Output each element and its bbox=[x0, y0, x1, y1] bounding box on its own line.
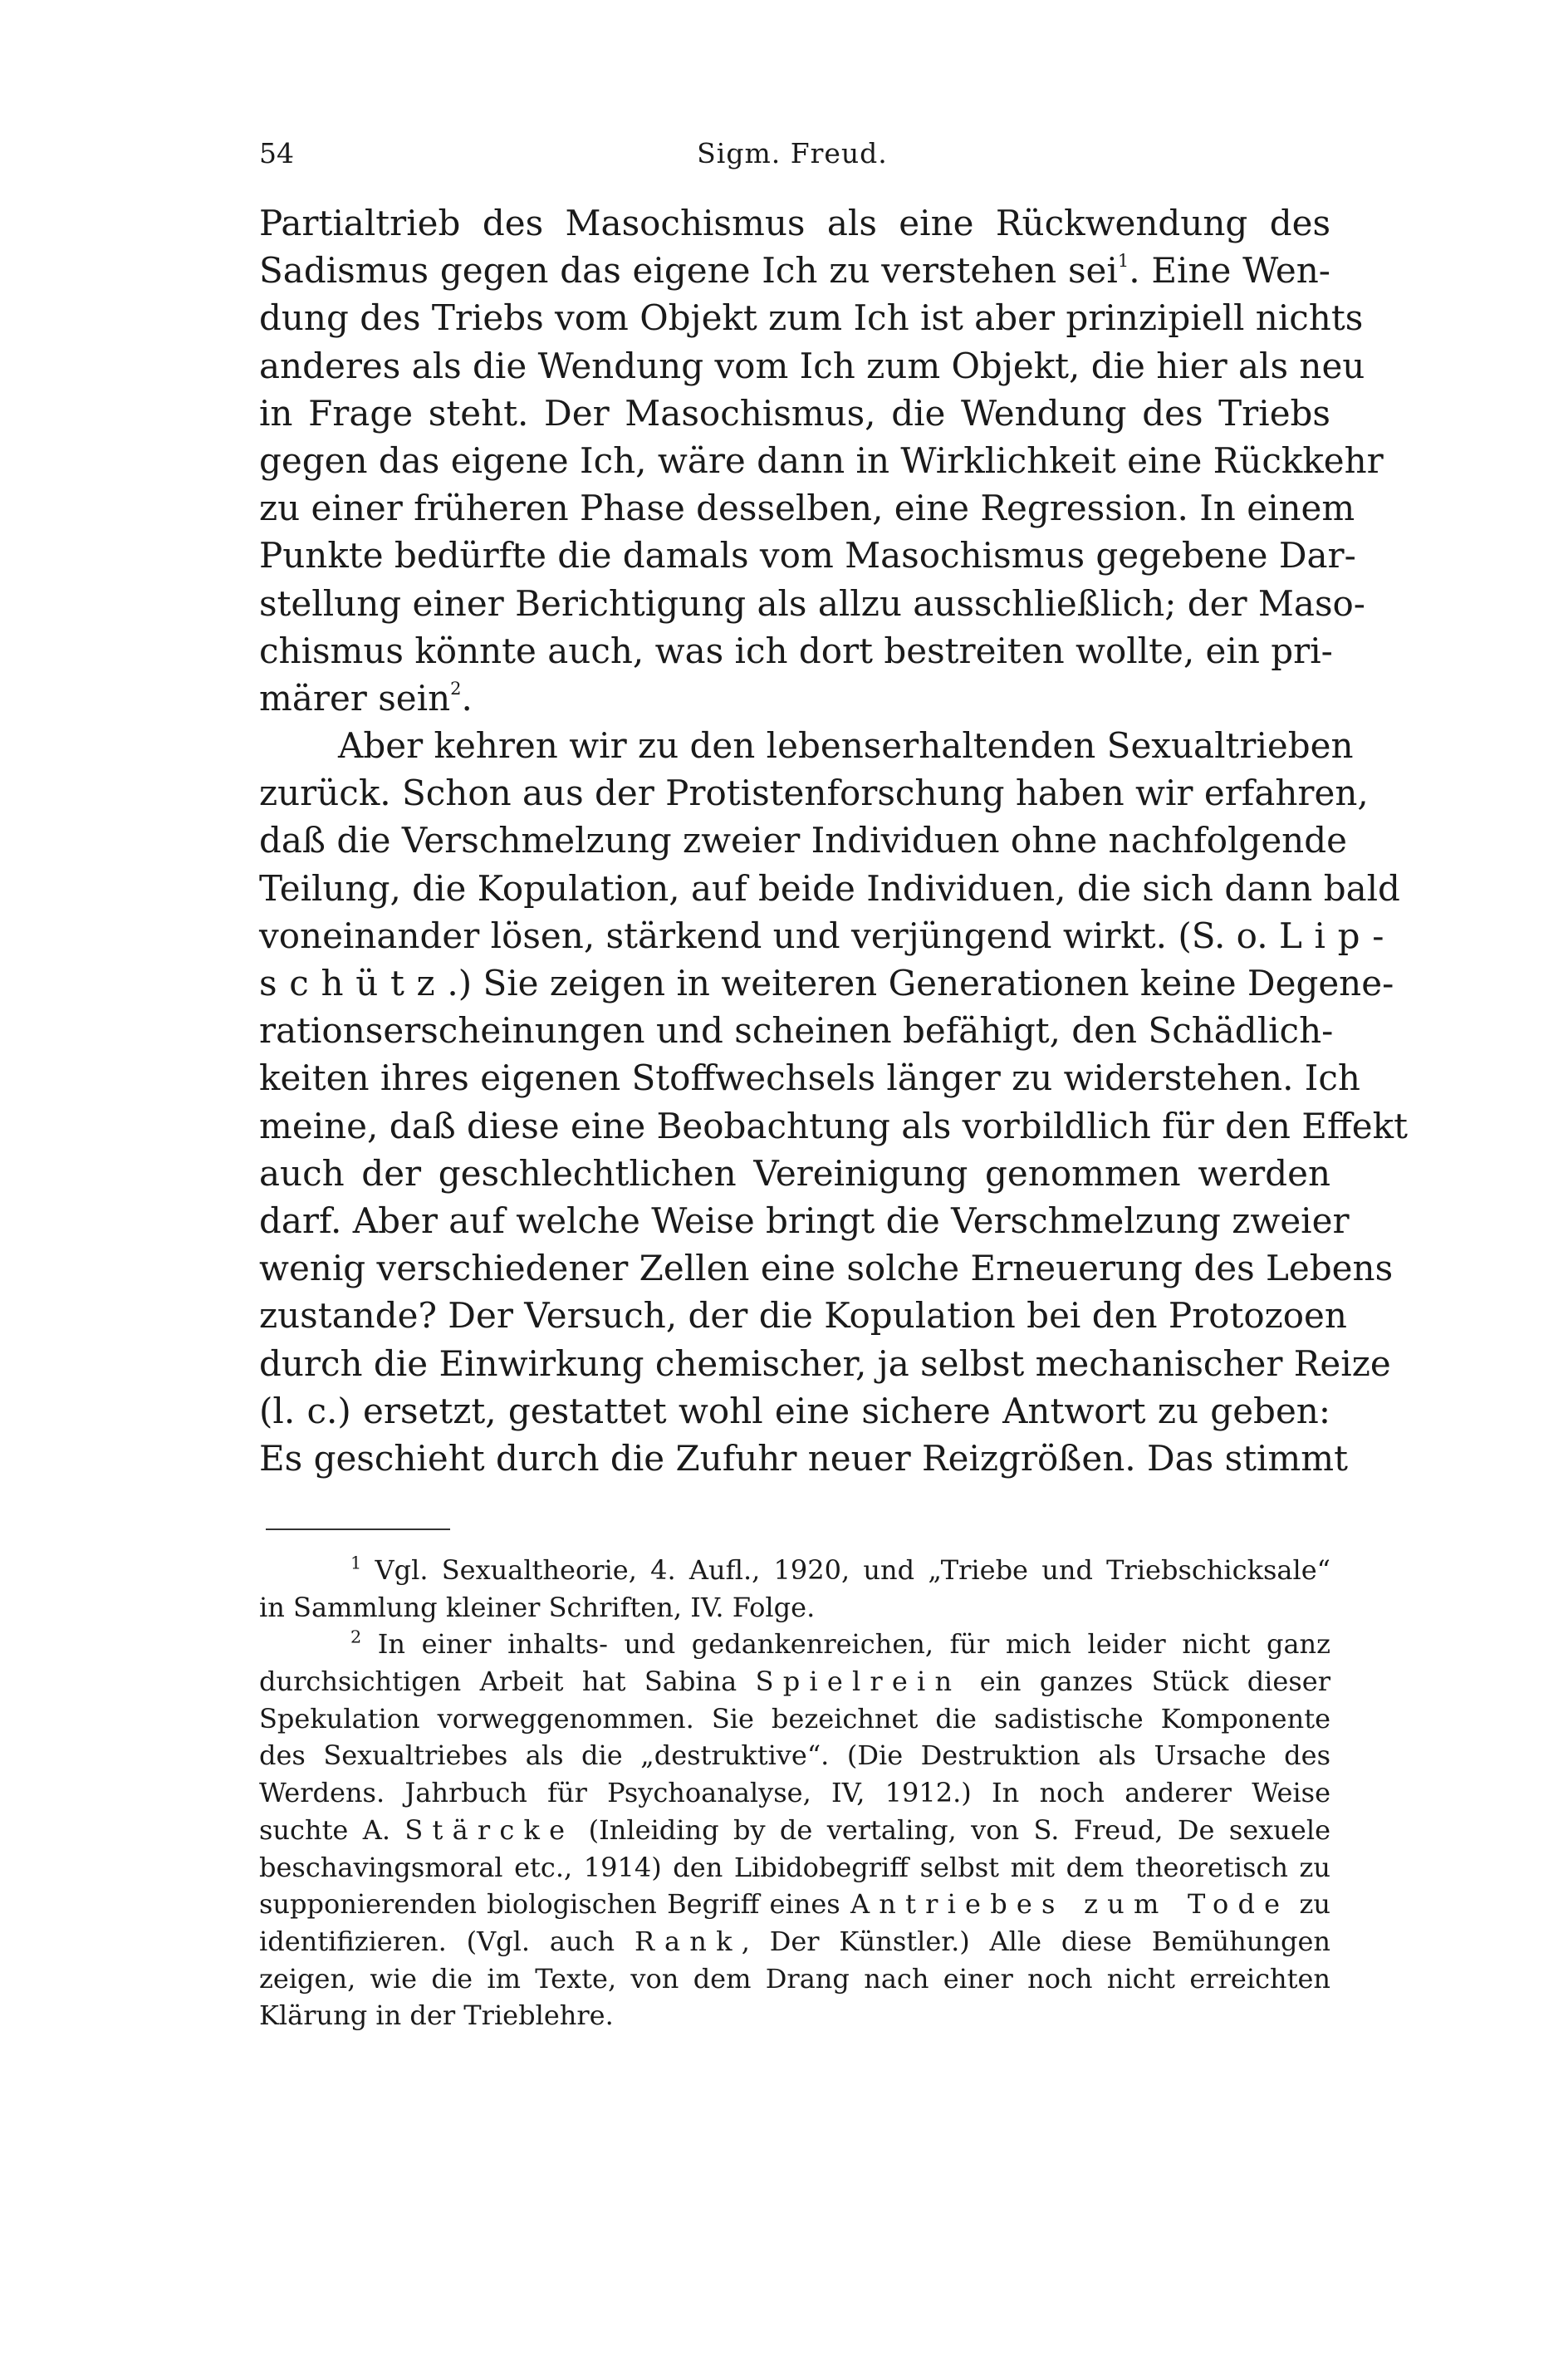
footnotes bbox=[259, 1552, 1330, 2034]
text-line: Partialtrieb des Masochismus als eine Rückwendung des bbox=[259, 203, 1330, 243]
running-head: Sigm. Freud. bbox=[697, 137, 888, 169]
text-line: Punkte bedürfte die damals vom Masochismus gegebene Dar- bbox=[259, 535, 1356, 577]
text-line: schütz.) Sie zeigen in weiteren Generationen keine Degene- bbox=[259, 963, 1394, 1003]
text-line: durch die Einwirkung chemischer, ja selbst mechanischer Reize bbox=[259, 1342, 1391, 1384]
text-line: zustande? Der Versuch, der die Kopulation bei den Protozoen bbox=[259, 1295, 1347, 1337]
text-line: dung des Triebs vom Objekt zum Ich ist aber prinzipiell nichts bbox=[259, 297, 1364, 339]
text-line: meine, daß diese eine Beobachtung als vorbildlich für den Effekt bbox=[259, 1105, 1408, 1146]
text-line: wenig verschiedener Zellen eine solche Erneuerung des Lebens bbox=[259, 1248, 1394, 1289]
spaced-name: Antriebes zum Tode bbox=[850, 1888, 1290, 1921]
footnote-line: supponierenden biologischen Begriff eines Antriebes zum Tode zu bbox=[259, 1888, 1331, 1921]
footnote-line: durchsichtigen Arbeit hat Sabina Spielrein ein ganzes Stück dieser bbox=[259, 1666, 1330, 1698]
footnote-line: $^2$ In einer inhalts- und gedankenreichen, für mich leider nicht ganz bbox=[350, 1627, 1331, 1661]
footnote-line: zeigen, wie die im Texte, von dem Drang nach einer noch nicht erreichten bbox=[259, 1962, 1330, 1995]
text-line: keiten ihres eigenen Stoffwechsels länger zu widerstehen. Ich bbox=[259, 1057, 1360, 1099]
spaced-name: Spielrein bbox=[755, 1666, 962, 1698]
text-line: Es geschieht durch die Zufuhr neuer Reizgrößen. Das stimmt bbox=[259, 1437, 1348, 1479]
text-line: stellung einer Berichtigung als allzu ausschließlich; der Maso- bbox=[259, 582, 1365, 624]
spaced-name: schütz bbox=[259, 963, 448, 1003]
footnote-marker: 2 bbox=[450, 678, 462, 699]
text-line: Aber kehren wir zu den lebenserhaltenden Sexualtrieben bbox=[338, 725, 1354, 767]
spaced-name: Stärcke bbox=[404, 1813, 575, 1846]
spaced-name: Rank bbox=[634, 1925, 742, 1957]
text-line: anderes als die Wendung vom Ich zum Objekt, die hier als neu bbox=[259, 345, 1365, 386]
footnote-line: in Sammlung kleiner Schriften, IV. Folge. bbox=[259, 1591, 816, 1623]
text-line: in Frage steht. Der Masochismus, die Wendung des Triebs bbox=[259, 392, 1330, 434]
footnote-marker: 1 bbox=[1117, 251, 1129, 272]
text-line: rationserscheinungen und scheinen befähigt, den Schädlich- bbox=[259, 1010, 1334, 1052]
page-number: 54 bbox=[259, 137, 294, 169]
text-line: darf. Aber auf welche Weise bringt die Verschmelzung zweier bbox=[259, 1200, 1350, 1241]
footnote-line: Werdens. Jahrbuch für Psychoanalyse, IV, 1912.) In noch anderer Weise bbox=[259, 1777, 1330, 1809]
text-line: märer sein$^2$. bbox=[259, 677, 473, 719]
main-text bbox=[259, 199, 1408, 1482]
footnote-line: identifizieren. (Vgl. auch Rank, Der Künstler.) Alle diese Bemühungen bbox=[259, 1925, 1331, 1957]
text-line: zurück. Schon aus der Protistenforschung haben wir erfahren, bbox=[259, 773, 1369, 814]
text-line: gegen das eigene Ich, wäre dann in Wirklichkeit eine Rückkehr bbox=[259, 439, 1384, 481]
footnote-line: des Sexualtriebes als die „destruktive“. (Die Destruktion als Ursache des bbox=[259, 1739, 1330, 1772]
footnote-line: beschavingsmoral etc., 1914) den Libidobegriff selbst mit dem theoretisch zu bbox=[259, 1851, 1330, 1883]
footnote-line: $^1$ Vgl. Sexualtheorie, 4. Aufl., 1920, und „Triebe und Triebschicksale“ bbox=[350, 1553, 1331, 1586]
text-line: zu einer früheren Phase desselben, eine Regression. In einem bbox=[259, 488, 1355, 529]
page-header bbox=[259, 137, 1325, 179]
footnote-number: 1 bbox=[350, 1553, 362, 1573]
footnote-line: Klärung in der Trieblehre. bbox=[259, 2000, 614, 2032]
text-line: auch der geschlechtlichen Vereinigung genommen werden bbox=[259, 1152, 1330, 1194]
text-line: voneinander lösen, stärkend und verjüngend wirkt. (S. o. Lip- bbox=[259, 915, 1397, 956]
text-line: Teilung, die Kopulation, auf beide Individuen, die sich dann bald bbox=[259, 867, 1400, 909]
text-line: (l. c.) ersetzt, gestattet wohl eine sichere Antwort zu geben: bbox=[259, 1390, 1330, 1431]
footnote-divider bbox=[266, 1528, 450, 1530]
text-line: chismus könnte auch, was ich dort bestreiten wollte, ein pri- bbox=[259, 630, 1333, 671]
footnote-line: suchte A. Stärcke (Inleiding by de vertaling, von S. Freud, De sexuele bbox=[259, 1813, 1330, 1846]
footnote-number: 2 bbox=[350, 1627, 362, 1647]
text-line: daß die Verschmelzung zweier Individuen ohne nachfolgende bbox=[259, 820, 1347, 861]
spaced-name: Lip- bbox=[1278, 915, 1397, 956]
footnote-line: Spekulation vorweggenommen. Sie bezeichnet die sadistische Komponente bbox=[259, 1702, 1330, 1735]
text-line: Sadismus gegen das eigene Ich zu verstehen sei$^1$. Eine Wen- bbox=[259, 250, 1330, 292]
